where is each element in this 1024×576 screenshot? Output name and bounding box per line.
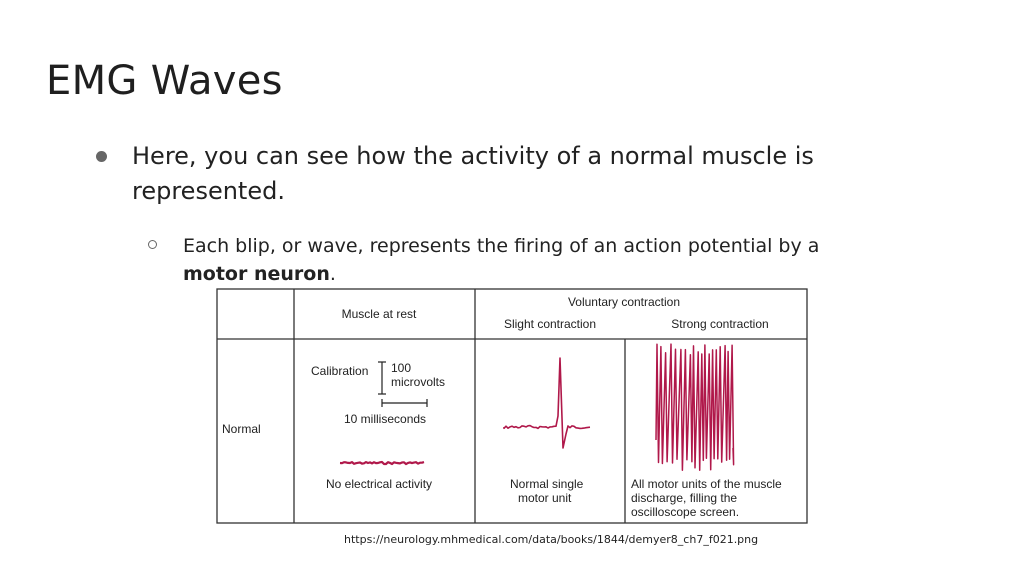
- trace-rest: [340, 462, 424, 464]
- calibration-value: 100: [391, 361, 412, 375]
- header-voluntary-contraction: Voluntary contraction: [567, 295, 681, 309]
- caption-strong-line1: All motor units of the muscle: [631, 477, 782, 491]
- header-muscle-at-rest: Muscle at rest: [341, 307, 417, 321]
- bullet-dot: [96, 151, 107, 162]
- bullet-sub: [183, 232, 883, 288]
- time-bar-horizontal: [382, 399, 427, 407]
- trace-slight: [504, 358, 590, 448]
- time-label: 10 milliseconds: [344, 412, 427, 426]
- caption-slight-line1: Normal single: [510, 477, 584, 491]
- trace-strong: [656, 344, 734, 470]
- source-url: https://neurology.mhmedical.com/data/books/1844/demyer8_ch7_f021.png: [344, 533, 759, 546]
- bullet-sub-text: Each blip, or wave, represents the firing of an action potential by a: [183, 235, 820, 257]
- calibration-bar-vertical: [378, 362, 386, 394]
- row-label-normal: Normal: [222, 422, 261, 436]
- emg-figure: [216, 288, 808, 524]
- calibration-unit: microvolts: [391, 375, 446, 389]
- calibration-label: Calibration: [311, 364, 369, 378]
- header-strong-contraction: Strong contraction: [671, 317, 769, 331]
- bullet-sub-suffix: .: [329, 263, 336, 285]
- caption-slight-line2: motor unit: [518, 491, 572, 505]
- caption-strong-line3: oscilloscope screen.: [631, 505, 740, 519]
- caption-rest: No electrical activity: [326, 477, 433, 491]
- bullet-main: Here, you can see how the activity of a normal muscle is represented.: [132, 142, 814, 205]
- bullet-sub-bold: motor neuron: [183, 263, 330, 285]
- header-slight-contraction: Slight contraction: [503, 317, 597, 331]
- slide-title: EMG Waves: [46, 58, 283, 104]
- caption-strong-line2: discharge, filling the: [631, 491, 738, 505]
- sub-bullet-circle: [148, 240, 157, 249]
- emg-table-svg: [216, 288, 808, 524]
